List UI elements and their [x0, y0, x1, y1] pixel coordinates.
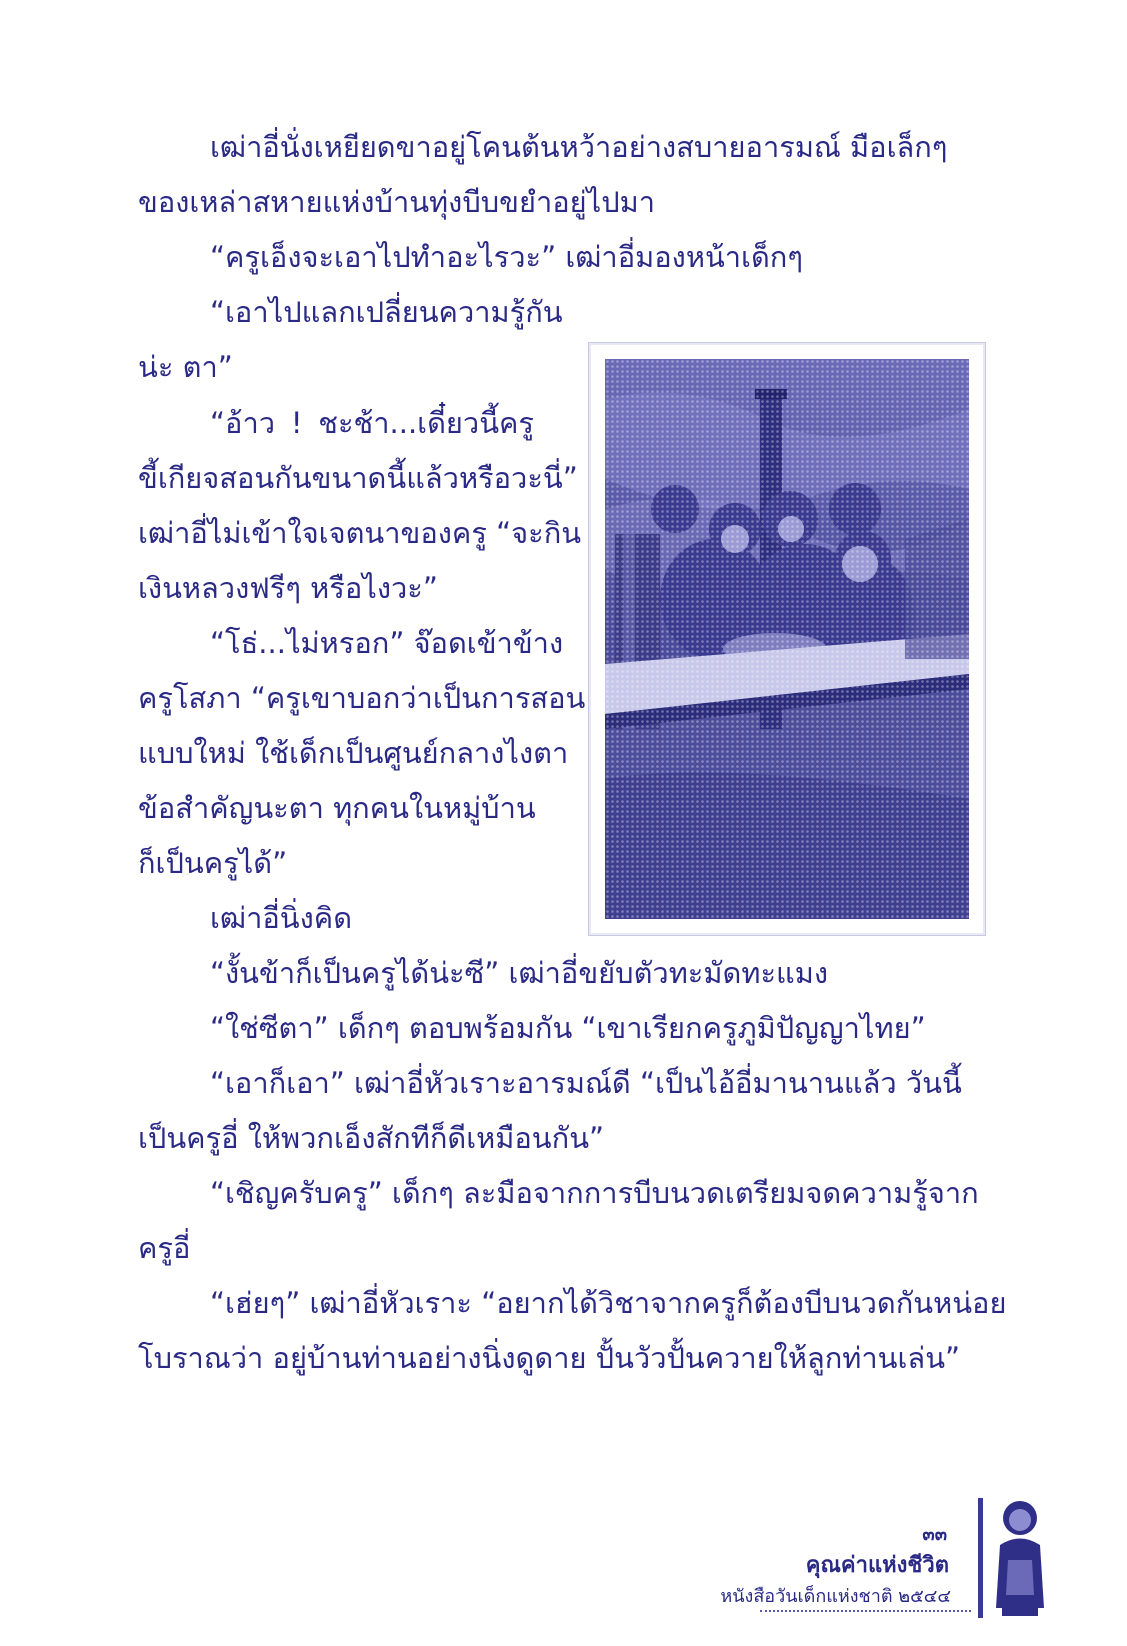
paragraph-line-14: ก็เป็นครูได้” [138, 846, 288, 880]
illustration-photo-frame [588, 342, 986, 936]
mascot-child-figure-icon [990, 1490, 1050, 1620]
footer-vertical-bar [978, 1498, 983, 1618]
paragraph-line-16: “งั้นข้าก็เป็นครูได้น่ะซี” เฒ่าอี่ขยับตัวทะมัดทะแมง [210, 956, 828, 990]
paragraph-line-5: น่ะ ตา” [138, 350, 233, 384]
paragraph-line-4: “เอาไปแลกเปลี่ยนความรู้กัน [210, 295, 563, 329]
paragraph-line-21: ครูอี่ [138, 1231, 191, 1265]
page-number: ๓๓ [922, 1524, 947, 1545]
paragraph-line-17: “ใช่ซีตา” เด็กๆ ตอบพร้อมกัน “เขาเรียกครูภูมิปัญญาไทย” [210, 1011, 926, 1045]
paragraph-line-6: “อ้าว ! ชะช้า...เดี๋ยวนี้ครู [210, 406, 534, 440]
paragraph-line-2: ของเหล่าสหายแห่งบ้านทุ่งบีบขยำอยู่ไปมา [138, 185, 656, 219]
book-title: คุณค่าแห่งชีวิต [805, 1553, 949, 1578]
book-subtitle: หนังสือวันเด็กแห่งชาติ ๒๕๔๔ [720, 1586, 951, 1607]
paragraph-line-23: โบราณว่า อยู่บ้านท่านอย่างนิ่งดูดาย ปั้นวัวปั้นควายให้ลูกท่านเล่น” [138, 1341, 961, 1375]
paragraph-line-13: ข้อสำคัญนะตา ทุกคนในหมู่บ้าน [138, 791, 536, 825]
paragraph-line-15: เฒ่าอี่นิ่งคิด [210, 901, 353, 935]
paragraph-line-8: เฒ่าอี่ไม่เข้าใจเจตนาของครู “จะกิน [138, 516, 582, 550]
footer-dotted-rule [760, 1610, 971, 1612]
photo-children-with-elder [605, 359, 969, 919]
paragraph-line-7: ขี้เกียจสอนกันขนาดนี้แล้วหรือวะนี่” [138, 461, 578, 495]
paragraph-line-9: เงินหลวงฟรีๆ หรือไงวะ” [138, 571, 438, 605]
paragraph-line-12: แบบใหม่ ใช้เด็กเป็นศูนย์กลางไงตา [138, 736, 569, 770]
paragraph-line-18: “เอาก็เอา” เฒ่าอี่หัวเราะอารมณ์ดี “เป็นไอ้อี่มานานแล้ว วันนี้ [210, 1066, 962, 1100]
paragraph-line-19: เป็นครูอี่ ให้พวกเอ็งสักทีก็ดีเหมือนกัน” [138, 1121, 605, 1155]
paragraph-line-22: “เฮ่ยๆ” เฒ่าอี่หัวเราะ “อยากได้วิชาจากครูก็ต้องบีบนวดกันหน่อย [210, 1286, 1007, 1320]
paragraph-line-3: “ครูเอ็งจะเอาไปทำอะไรวะ” เฒ่าอี่มองหน้าเด็กๆ [210, 240, 803, 274]
paragraph-line-10: “โธ่...ไม่หรอก” จ๊อดเข้าข้าง [210, 626, 564, 660]
paragraph-line-11: ครูโสภา “ครูเขาบอกว่าเป็นการสอน [138, 681, 586, 715]
paragraph-line-1: เฒ่าอี่นั่งเหยียดขาอยู่โคนต้นหว้าอย่างสบายอารมณ์ มือเล็กๆ [210, 130, 948, 164]
paragraph-line-20: “เชิญครับครู” เด็กๆ ละมือจากการบีบนวดเตรียมจดความรู้จาก [210, 1176, 979, 1210]
